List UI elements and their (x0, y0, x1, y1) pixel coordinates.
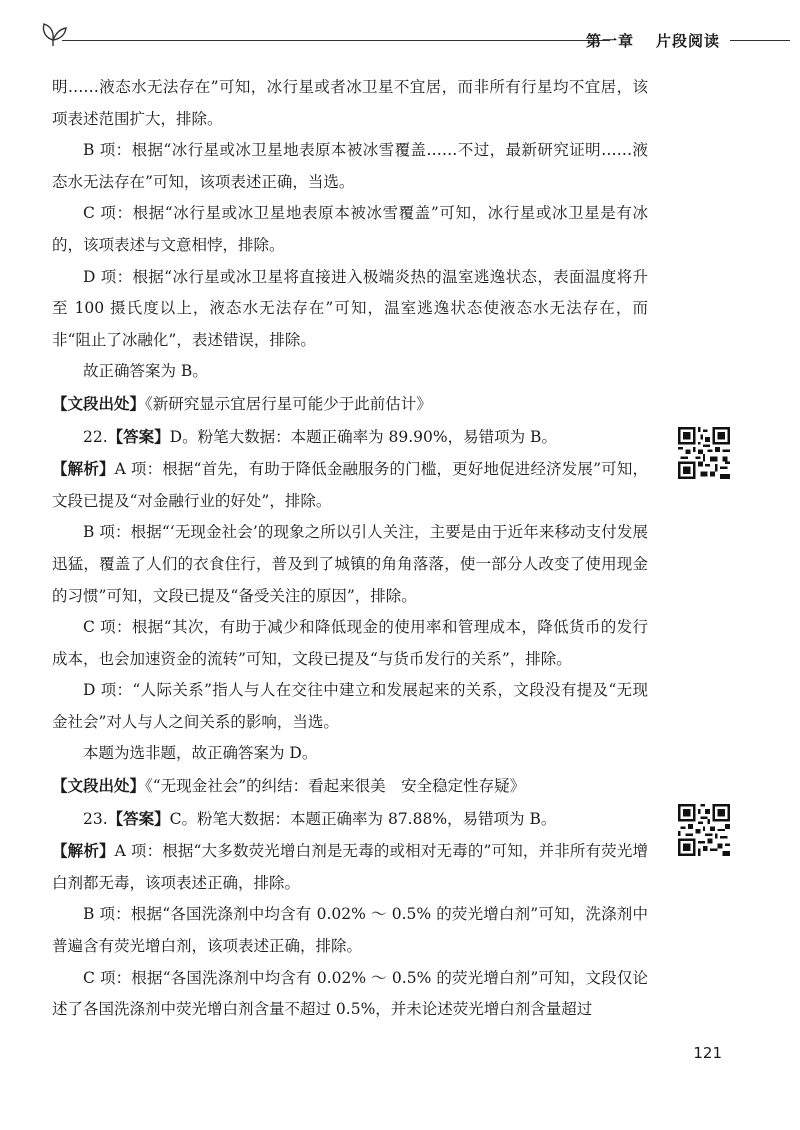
analysis-text: A 项：根据“大多数荧光增白剂是无毒的或相对无毒的”可知，并非所有荧光增白剂都无毒，该项表述正确，排除。 (52, 842, 648, 892)
paragraph: B 项：根据“冰行星或冰卫星地表原本被冰雪覆盖……不过，最新研究证明……液态水无法存在”可知，该项表述正确，当选。 (52, 141, 648, 191)
source-tag: 【文段出处】 (52, 393, 146, 413)
question-number: 23. (83, 809, 108, 828)
answer-tag: 【答案】 (107, 426, 170, 446)
answer-text: D。粉笔大数据：本题正确率为 89.90%，易错项为 B。 (169, 427, 557, 446)
analysis-text: A 项：根据“首先，有助于降低金融服务的门槛，更好地促进经济发展”可知，文段已提及“对金融行业的好处”，排除。 (52, 460, 648, 510)
answer-paragraph (52, 421, 648, 454)
page-number: 121 (693, 1044, 722, 1062)
chapter-label: 第一章 (585, 32, 634, 50)
answer-tag: 【答案】 (107, 808, 170, 828)
qr-code-icon[interactable] (678, 427, 730, 479)
paragraph: 明……液态水无法存在”可知，冰行星或者冰卫星不宜居，而非所有行星均不宜居，该项表述范围扩大，排除。 (52, 78, 648, 128)
answer-paragraph (52, 803, 648, 836)
source-paragraph (52, 388, 648, 421)
analysis-tag: 【解析】 (52, 841, 115, 861)
paragraph: C 项：根据“其次，有助于减少和降低现金的使用率和管理成本，降低货币的发行成本，也会加速资金的流转”可知，文段已提及“与货币发行的关系”，排除。 (52, 618, 648, 668)
paragraph: D 项：根据“冰行星或冰卫星将直接进入极端炎热的温室逃逸状态，表面温度将升至 100 摄氏度以上，液态水无法存在”可知，温室逃逸状态使液态水无法存在，而非“阻止了冰融化”，表述错误，排除。 (52, 267, 648, 349)
analysis-paragraph (52, 835, 648, 899)
paragraph: B 项：根据“‘无现金社会’的现象之所以引人关注，主要是由于近年来移动支付发展迅猛，覆盖了人们的衣食住行，普及到了城镇的角角落落，使一部分人改变了使用现金的习惯”可知，文段已提及“备受关注的原因”，排除。 (52, 523, 648, 605)
question-number: 22. (83, 427, 108, 446)
paragraph: 故正确答案为 B。 (83, 362, 208, 381)
analysis-paragraph (52, 453, 648, 517)
page-header (30, 18, 790, 58)
source-text: 《“无现金社会”的纠结：看起来很美 安全稳定性存疑》 (145, 777, 526, 796)
paragraph: C 项：根据“各国洗涤剂中均含有 0.02% ～ 0.5% 的荧光增白剂”可知，文段仅论述了各国洗涤剂中荧光增白剂含量不超过 0.5%，并未论述荧光增白剂含量超过 (52, 968, 648, 1019)
header-rule-right (730, 40, 790, 41)
header-rule-left (62, 40, 610, 41)
section-label: 片段阅读 (655, 32, 720, 50)
source-text: 《新研究显示宜居行星可能少于此前估计》 (145, 394, 432, 413)
answer-text: C。粉笔大数据：本题正确率为 87.88%，易错项为 B。 (169, 809, 557, 828)
paragraph: C 项：根据“冰行星或冰卫星地表原本被冰雪覆盖”可知，冰行星或冰卫星是有冰的，该项表述与文意相悖，排除。 (52, 204, 648, 254)
analysis-tag: 【解析】 (52, 459, 115, 479)
leaf-icon (38, 18, 68, 48)
header-title (586, 30, 720, 51)
paragraph: B 项：根据“各国洗涤剂中均含有 0.02% ～ 0.5% 的荧光增白剂”可知，洗涤剂中普遍含有荧光增白剂，该项表述正确，排除。 (52, 905, 648, 956)
source-paragraph (52, 770, 648, 803)
qr-code-icon[interactable] (678, 804, 730, 856)
page-content (52, 72, 648, 1026)
paragraph: D 项：“人际关系”指人与人在交往中建立和发展起来的关系，文段没有提及“无现金社会”对人与人之间关系的影响，当选。 (52, 681, 648, 731)
paragraph: 本题为选非题，故正确答案为 D。 (83, 744, 318, 763)
source-tag: 【文段出处】 (52, 776, 146, 796)
